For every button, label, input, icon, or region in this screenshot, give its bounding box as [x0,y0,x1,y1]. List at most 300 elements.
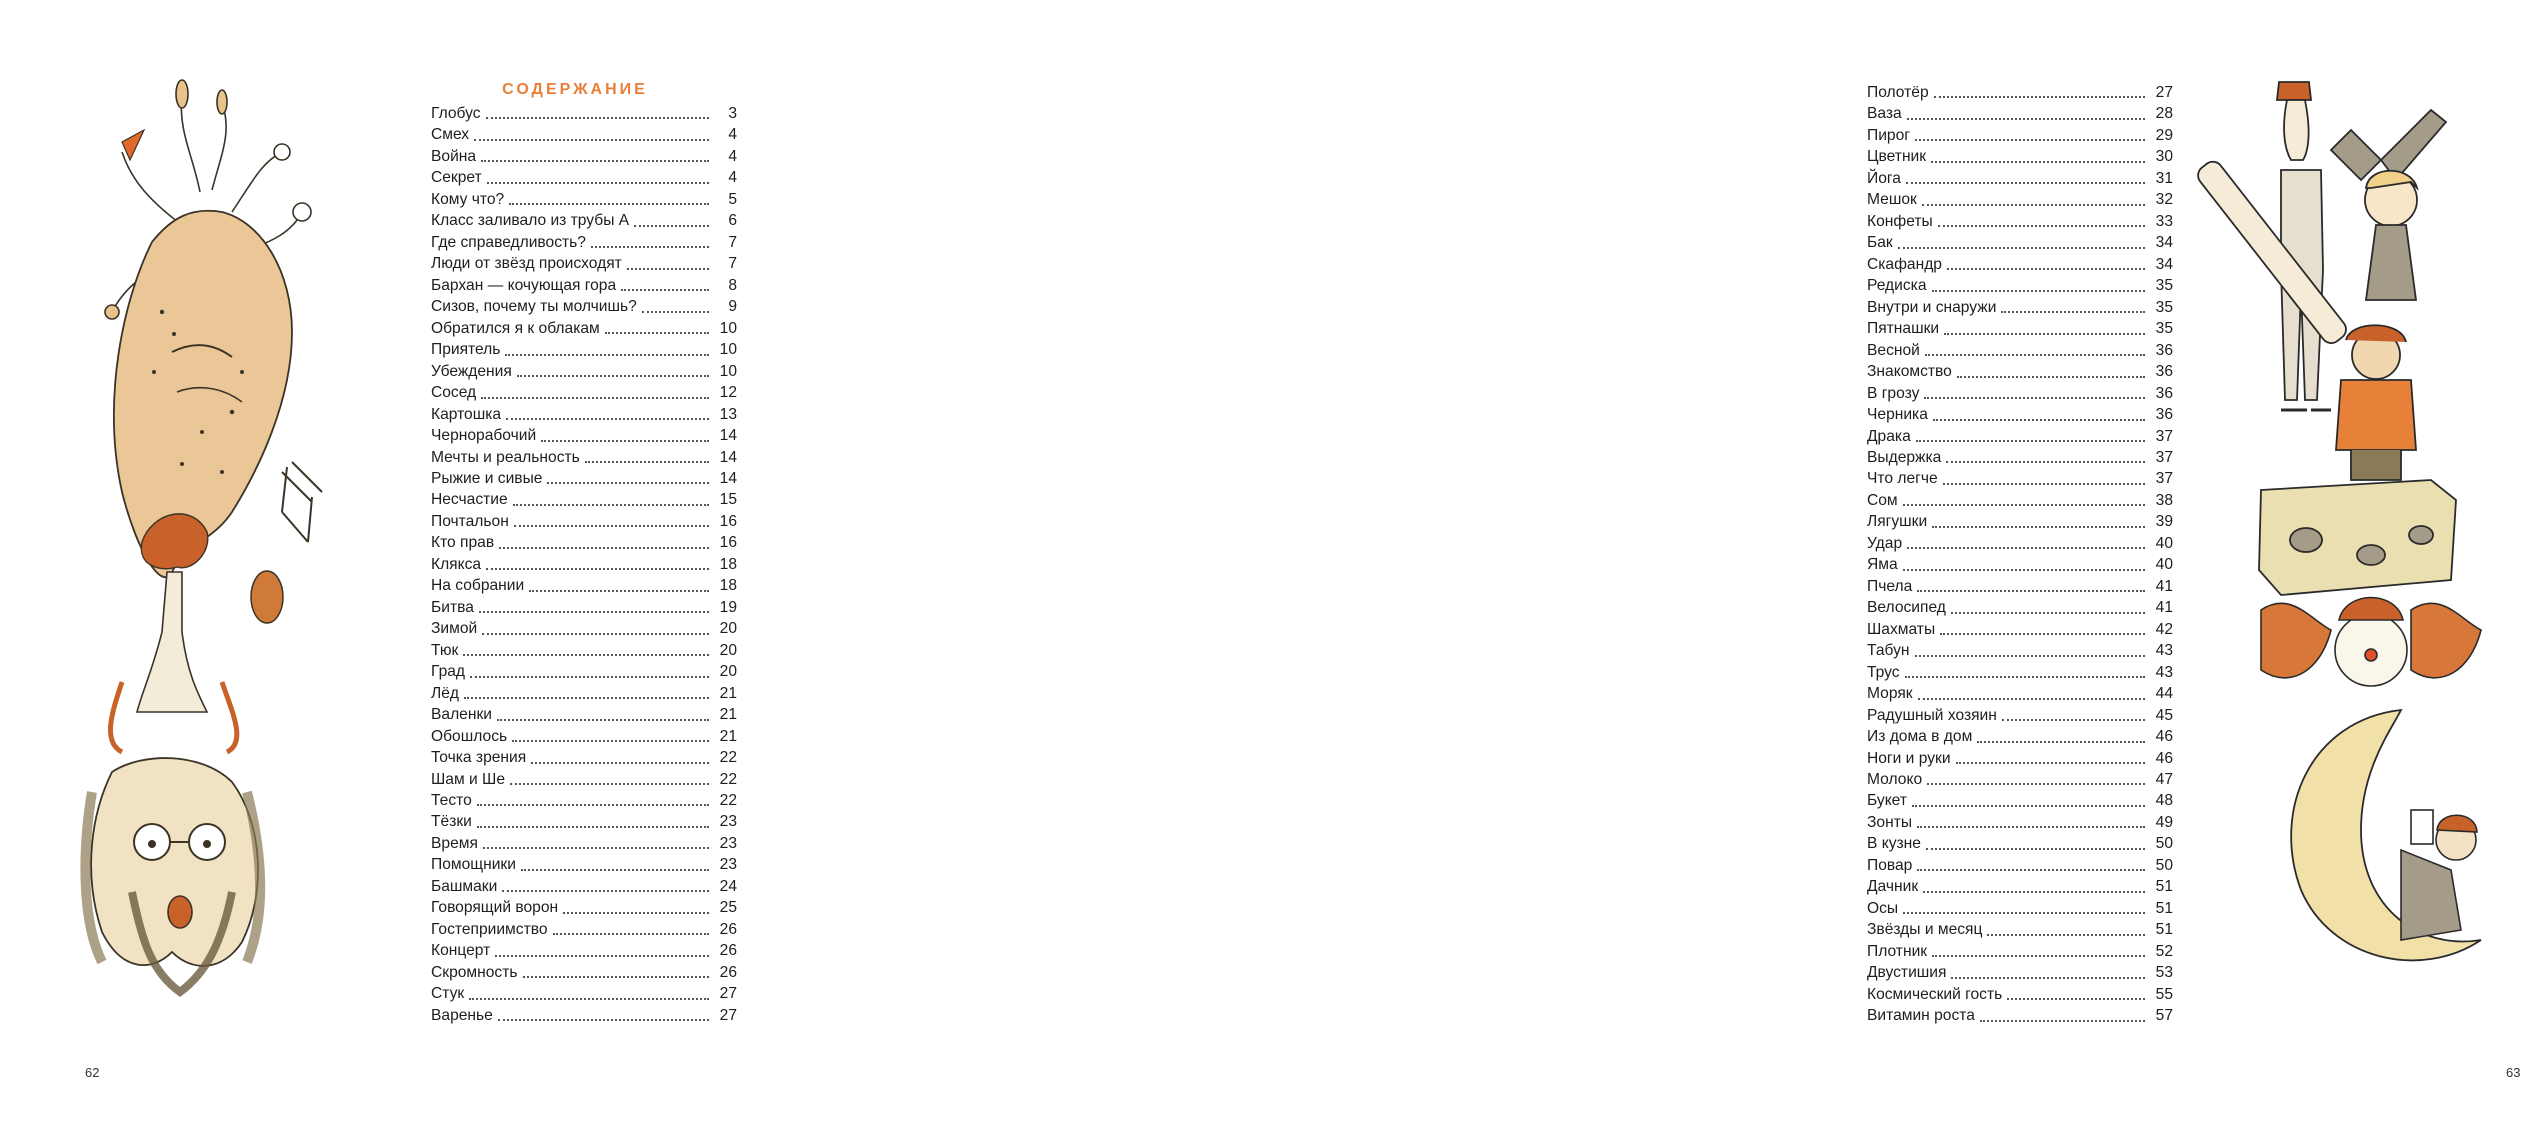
toc-entry [1867,640,2173,661]
toc-entry-title: Йога [1867,169,1901,187]
toc-entry [1867,361,2173,382]
toc-leader-dots [1944,333,2145,335]
toc-entry [431,339,737,360]
toc-entry-page: 46 [2155,749,2173,767]
toc-entry [1867,103,2173,124]
toc-leader-dots [517,375,709,377]
toc-entry-page: 35 [2155,277,2173,295]
toc-leader-dots [1926,848,2145,850]
toc-entry-title: Помощники [431,856,516,874]
toc-entry [431,618,737,639]
toc-leader-dots [1907,118,2145,120]
toc-entry-page: 21 [719,727,737,745]
toc-entry [431,833,737,854]
toc-entry [431,554,737,575]
toc-entry [431,575,737,596]
toc-entry-page: 41 [2155,599,2173,617]
toc-leader-dots [1906,182,2145,184]
toc-entry-page: 5 [728,190,737,208]
toc-leader-dots [627,268,709,270]
toc-entry [431,511,737,532]
toc-entry [1867,426,2173,447]
toc-entry [1867,597,2173,618]
toc-leader-dots [1934,96,2145,98]
toc-leader-dots [2001,311,2145,313]
toc-entry [431,854,737,875]
toc-entry [1867,168,2173,189]
toc-leader-dots [1938,225,2145,227]
toc-entry-page: 30 [2155,148,2173,166]
toc-entry-title: Сосед [431,384,477,402]
toc-entry [431,726,737,747]
toc-entry-page: 20 [719,620,737,638]
right-page [866,0,2521,1126]
tall-man [2277,82,2331,410]
toc-entry-title: Удар [1867,534,1903,552]
toc-leader-dots [1951,977,2145,979]
bearded-head [91,758,258,966]
toc-leader-dots [482,633,709,635]
left-illustration [82,72,332,1012]
toc-entry-title: Радушный хозяин [1867,706,1997,724]
toc-leader-dots [553,933,710,935]
toc-entry-title: Витамин роста [1867,1007,1975,1025]
toc-leader-dots [1932,526,2145,528]
toc-entry-page: 3 [728,105,737,122]
toc-entry [1867,876,2173,897]
toc-leader-dots [541,440,709,442]
toc-entry-page: 46 [2155,728,2173,746]
toc-entry-page: 18 [719,555,737,573]
toc-entry-page: 23 [719,856,737,874]
toc-entry-page: 21 [719,706,737,724]
toc-leader-dots [499,547,709,549]
toc-entry [1867,254,2173,275]
toc-entry-title: Шахматы [1867,620,1936,638]
toc-leader-dots [1903,912,2145,914]
toc-entry-page: 36 [2155,406,2173,424]
toc-entry-page: 7 [728,255,737,273]
toc-entry [431,640,737,661]
toc-entry [431,532,737,553]
toc-entry-page: 35 [2155,298,2173,316]
toc-entry-title: Дачник [1867,878,1919,896]
toc-entry-title: Битва [431,598,474,616]
toc-leader-dots [502,890,709,892]
toc-leader-dots [1931,161,2145,163]
toc-entry-title: Башмаки [431,877,498,895]
toc-entry-title: Приятель [431,341,501,359]
toc-leader-dots [1917,826,2145,828]
toc-entry-title: Черника [1867,406,1928,424]
toc-entry-page: 43 [2155,642,2173,660]
toc-entry [431,940,737,961]
toc-entry-page: 13 [719,405,737,423]
toc-entry-title: Секрет [431,169,482,187]
toc-entry [1867,511,2173,532]
toc-entry [431,790,737,811]
toc-leader-dots [463,654,709,656]
toc-entry-title: Трус [1867,663,1900,681]
toc-entry-page: 36 [2155,384,2173,402]
toc-entry [1867,726,2173,747]
toc-leader-dots [470,676,709,678]
toc-leader-dots [1917,590,2145,592]
toc-entry-page: 9 [728,298,737,316]
toc-leader-dots [479,611,709,613]
toc-entry [1867,790,2173,811]
toc-leader-dots [1957,376,2145,378]
toc-leader-dots [1915,139,2145,141]
toc-entry-title: Скромность [431,963,518,981]
toc-leader-dots [531,762,709,764]
toc-entry-title: Клякса [431,555,482,573]
toc-entry [431,253,737,274]
toc-entry [1867,554,2173,575]
toc-entry-page: 49 [2155,813,2173,831]
toc-entry-title: Пятнашки [1867,320,1940,338]
toc-entry-title: Букет [1867,792,1907,810]
toc-entry [1867,576,2173,597]
toc-entry [431,189,737,210]
toc-entry [1867,211,2173,232]
toc-entry-page: 37 [2155,470,2173,488]
toc-entry-page: 44 [2155,685,2173,703]
toc-entry-page: 26 [719,920,737,938]
toc-entry-title: Война [431,147,477,165]
toc-leader-dots [1980,1020,2145,1022]
toc-entry-title: Град [431,663,466,681]
toc-entry-page: 35 [2155,320,2173,338]
toc-entry-page: 40 [2155,534,2173,552]
toc-leader-dots [512,740,709,742]
toc-entry-title: Точка зрения [431,749,527,767]
toc-leader-dots [474,139,709,141]
toc-entry-title: Кто прав [431,534,495,552]
toc-entry-title: Космический гость [1867,985,2003,1003]
toc-entry [1867,275,2173,296]
toc-entry-page: 8 [728,276,737,294]
toc-entry-title: Рыжие и сивые [431,469,543,487]
toc-entry [1867,833,2173,854]
toc-entry [1867,855,2173,876]
toc-entry-title: Плотник [1867,942,1928,960]
toc-entry-page: 51 [2155,921,2173,939]
toc-entry [431,124,737,145]
toc-entry-page: 22 [719,792,737,809]
toc-entry-page: 29 [2155,126,2173,144]
toc-leader-dots [510,783,709,785]
toc-entry-title: Скафандр [1867,255,1942,273]
toc-entry-title: В кузне [1867,835,1921,853]
toc-entry-page: 26 [719,942,737,960]
toc-entry [1867,447,2173,468]
toc-entry [431,919,737,940]
toc-entry-page: 6 [728,212,737,230]
toc-entry [431,962,737,983]
toc-entry-title: Пирог [1867,126,1910,144]
toc-entry [1867,1005,2173,1026]
toc-entry-page: 22 [719,749,737,767]
toc-leader-dots [1918,698,2145,700]
toc-entry-title: Молоко [1867,771,1923,788]
toc-leader-dots [1905,676,2145,678]
toc-entry-page: 21 [719,684,737,702]
toc-entry [1867,705,2173,726]
toc-entry-title: Полотёр [1867,84,1929,101]
toc-entry-title: Зимой [431,620,478,638]
toc-entry [431,876,737,897]
toc-entry-title: Бархан — кочующая гора [431,276,617,294]
toc-leader-dots [605,332,709,334]
toc-entry-title: Табун [1867,642,1910,660]
toc-entry-title: Обратился я к облакам [431,319,600,337]
toc-leader-dots [1932,955,2145,957]
toc-leader-dots [483,847,709,849]
toc-leader-dots [509,203,709,205]
toc-entry-page: 34 [2155,234,2173,252]
toc-entry-page: 4 [728,126,737,144]
toc-entry-title: Чернорабочий [431,427,537,445]
toc-entry-title: Знакомство [1867,363,1952,381]
toc-entry-title: Конфеты [1867,212,1933,230]
toc-entry-page: 27 [2155,84,2173,101]
toc-entry-page: 10 [719,362,737,380]
toc-entry-page: 16 [719,512,737,530]
toc-entry [431,447,737,468]
toc-leader-dots [1923,891,2145,893]
toc-entry [1867,468,2173,489]
toc-leader-dots [591,246,709,248]
toc-entry-title: Яма [1867,556,1898,574]
toc-leader-dots [486,568,709,570]
toc-entry-page: 51 [2155,878,2173,896]
toc-leader-dots [498,1019,709,1021]
toc-entry-title: Смех [431,126,470,144]
toc-leader-dots [514,525,709,527]
vest-man [2336,325,2416,480]
toc-entry-title: Двустишия [1867,964,1947,982]
toc-entry [431,468,737,489]
toc-entry-title: Где справедливость? [431,233,586,251]
toc-entry-page: 55 [2155,985,2173,1003]
toc-entry-page: 18 [719,577,737,595]
toc-leader-dots [529,590,709,592]
toc-entry [1867,318,2173,339]
toc-entry-title: Обошлось [431,727,508,745]
toc-entry [1867,898,2173,919]
toc-entry [1867,490,2173,511]
toc-leader-dots [1898,247,2145,249]
toc-entry [1867,297,2173,318]
toc-leader-dots [621,289,709,291]
toc-entry-page: 36 [2155,341,2173,359]
toc-entry-title: Из дома в дом [1867,728,1973,746]
toc-entry-title: Весной [1867,341,1920,359]
toc-entry [1867,984,2173,1005]
reading-boy [2401,810,2477,940]
toc-entry [1867,619,2173,640]
toc-entry-title: Сом [1867,491,1898,509]
toc-entry-page: 22 [719,770,737,788]
toc-entry [1867,919,2173,940]
toc-entry-title: Моряк [1867,685,1913,703]
toc-entry [1867,533,2173,554]
toc-entry [431,232,737,253]
potato-face [114,211,292,577]
toc-entry [431,983,737,1004]
toc-entry [1867,189,2173,210]
toc-entry-page: 40 [2155,556,2173,574]
toc-entry-page: 27 [719,1006,737,1024]
toc-entry-page: 26 [719,963,737,981]
toc-entry [1867,383,2173,404]
clown [2261,598,2481,687]
toc-leader-dots [505,354,709,356]
toc-entry-title: Гостеприимство [431,920,548,938]
toc-title: СОДЕРЖАНИЕ [502,81,648,98]
toc-entry [1867,812,2173,833]
toc-entry-title: Картошка [431,405,502,423]
toc-entry-title: Тесто [431,792,472,809]
toc-leader-dots [1912,805,2145,807]
toc-entry [1867,125,2173,146]
toc-entry-page: 51 [2155,899,2173,917]
cheese-block [2259,480,2456,595]
toc-entry [1867,748,2173,769]
toc-leader-dots [487,182,709,184]
toc-leader-dots [585,461,709,463]
toc-entry-page: 57 [2155,1007,2173,1025]
toc-entry-title: Концерт [431,942,491,960]
toc-entry [431,769,737,790]
toc-entry-title: Лёд [431,684,460,702]
toc-leader-dots [634,225,709,227]
toc-entry-title: В грозу [1867,384,1920,402]
toc-entry [431,296,737,317]
toc-entry-title: Выдержка [1867,448,1942,466]
toc-leader-dots [1977,741,2145,743]
toc-entry-page: 33 [2155,212,2173,230]
toc-entry-title: Лягушки [1867,513,1928,531]
toc-entry-title: Звёзды и месяц [1867,921,1983,939]
toc-leader-dots [506,418,709,420]
toc-entry-title: Говорящий ворон [431,899,559,917]
toc-leader-dots [497,719,709,721]
toc-entry-page: 37 [2155,427,2173,445]
carrot-icon [122,130,144,160]
toc-entry-title: Почтальон [431,512,509,530]
toc-leader-dots [1925,354,2145,356]
toc-leader-dots [1932,290,2146,292]
toc-entry-title: Тюк [431,641,459,659]
toc-entry [1867,340,2173,361]
toc-entry-page: 42 [2155,620,2173,638]
toc-entry-page: 41 [2155,577,2173,595]
toc-entry-title: Что легче [1867,470,1938,488]
page-number-right: 63 [2506,1065,2521,1080]
toc-entry [431,704,737,725]
toc-entry-page: 7 [728,233,737,251]
toc-entry [431,897,737,918]
toc-leader-dots [1987,934,2145,936]
left-page [0,0,866,1126]
toc-entry-title: Велосипед [1867,599,1946,617]
toc-entry-page: 52 [2155,942,2173,960]
toc-leader-dots [477,826,709,828]
toc-entry [1867,404,2173,425]
toc-leader-dots [1947,268,2145,270]
pipe-icon [2194,158,2350,347]
toc-leader-dots [1924,397,2145,399]
toc-entry-title: Цветник [1867,148,1927,166]
toc-entry-page: 32 [2155,191,2173,209]
toc-entry [431,425,737,446]
toc-leader-dots [1903,569,2145,571]
toc-leader-dots [1907,547,2145,549]
toc-entry [1867,769,2173,790]
toc-entry-page: 23 [719,834,737,852]
toc-leader-dots [477,804,709,806]
chair-icon [282,462,322,542]
toc-entry [1867,146,2173,167]
toc-entry-title: Драка [1867,427,1911,445]
toc-entry-page: 34 [2155,255,2173,273]
toc-entry-page: 10 [719,319,737,337]
toc-entry-title: Люди от звёзд происходят [431,255,622,273]
toc-entry-page: 12 [719,384,737,402]
toc-entry [431,1005,737,1026]
toc-entry-title: Кому что? [431,190,505,208]
toc-leader-dots [2007,998,2145,1000]
toc-leader-dots [1927,783,2145,785]
toc-entry [1867,683,2173,704]
toc-leader-dots [481,160,709,162]
toc-entry-page: 4 [728,169,737,187]
toc-leader-dots [1922,204,2145,206]
toc-entry-title: Пчела [1867,577,1913,595]
toc-entry-page: 15 [719,491,737,509]
toc-entry [431,811,737,832]
toc-entry-title: Тёзки [431,813,472,831]
toc-left-column [431,103,737,1026]
toc-leader-dots [1916,440,2145,442]
toc-entry [431,146,737,167]
toc-entry-title: Повар [1867,856,1913,874]
toc-entry-page: 36 [2155,363,2173,381]
toc-entry [431,167,737,188]
toc-entry-page: 45 [2155,706,2173,724]
toc-entry-page: 19 [719,598,737,616]
toc-entry-page: 14 [719,448,737,466]
toc-entry-page: 37 [2155,448,2173,466]
toc-leader-dots [486,117,709,119]
toc-entry [1867,82,2173,103]
toc-entry-title: Мечты и реальность [431,448,580,466]
toc-right-column [1867,82,2173,1027]
toc-entry [1867,962,2173,983]
toc-entry-page: 39 [2155,513,2173,531]
toc-entry-title: Внутри и снаружи [1867,298,1997,316]
toc-entry [431,404,737,425]
toc-entry-page: 47 [2155,771,2173,788]
toc-entry [431,210,737,231]
toc-leader-dots [481,397,709,399]
toc-leader-dots [1917,869,2145,871]
hat-icon [251,571,283,623]
toc-entry [431,661,737,682]
toc-leader-dots [523,976,710,978]
